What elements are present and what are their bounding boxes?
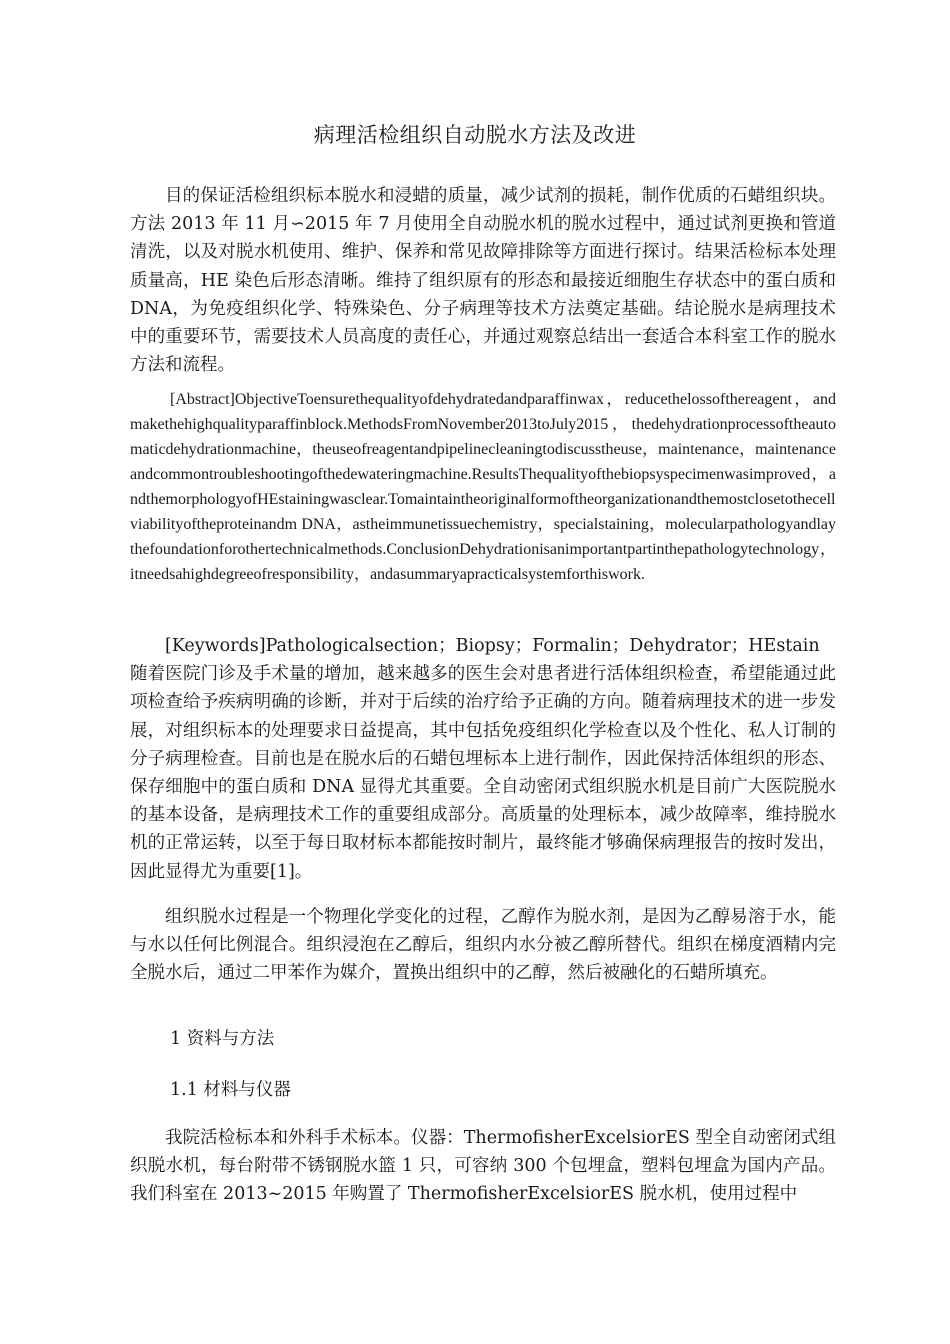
keywords-introduction-paragraph: [Keywords]Pathologicalsection；Biopsy；Formalin；Dehydrator；HEstain 随着医院门诊及手术量的增加，越来越多的医生会对患者进行活体组织检查，希望能通过此项检查给予疾病明确的诊断，并对于后续的治疗给予正确的方向。随着病理技术的进一步发展，对组织标本的处理要求日益提高，其中包括免疫组织化学检查以及个性化、私人订制的分子病理检查。目前也是在脱水后的石蜡包埋标本上进行制作，因此保持活体组织的形态、保存细胞中的蛋白质和 DNA 显得尤其重要。全自动密闭式组织脱水机是目前广大医院脱水的基本设备，是病理技术工作的重要组成部分。高质量的处理标本，减少故障率，维持脱水机的正常运转，以至于每日取材标本都能按时制片，最终能才够确保病理报告的按时发出，因此显得尤为重要[1]。 bbox=[130, 636, 836, 882]
abstract-chinese: 目的保证活检组织标本脱水和浸蜡的质量，减少试剂的损耗，制作优质的石蜡组织块。方法 2013 年 11 月∽2015 年 7 月使用全自动脱水机的脱水过程中，通过试剂更换和管道清洗，以及对脱水机使用、维护、保养和常见故障排除等方面进行探讨。结果活检标本处理质量高，HE 染色后形态清晰。维持了组织原有的形态和最接近细胞生存状态中的蛋白质和 DNA，为免疫组织化学、特殊染色、分子病理等技术方法奠定基础。结论脱水是病理技术中的重要环节，需要技术人员高度的责任心，并通过观察总结出一套适合本科室工作的脱水方法和流程。 bbox=[130, 186, 836, 376]
abstract-english: [Abstract]ObjectiveToensurethequalityofdehydratedandparaffinwax，reducethelossofthereagent，andmakethehighqualityparaffinblock.MethodsFromNovember2013toJuly2015，thedehydrationprocessoftheautomaticdehydrationmachine，theuseofreagentandpipelinecleaningtodiscusstheuse，maintenance，maintenanceandcommontroubleshootingofthedewateringmachine.ResultsThequalityofthebiopsyspecimenwasimproved，andthemorphologyofHEstainingwasclear.Tomaintaintheoriginalformoftheorganizationandthemostclosetothecellviabilityoftheproteinandm DNA，astheimmunetissuechemistry，specialstaining，molecularpathologyandlaythefoundationforothertechnicalmethods.ConclusionDehydrationisanimportantpartinthepathologytechnology，itneedsahighdegreeofresponsibility，andasummaryapracticalsystemforthiswork. bbox=[130, 391, 836, 583]
section-heading-materials-methods: 1 资料与方法 bbox=[170, 1029, 275, 1049]
materials-paragraph: 我院活检标本和外科手术标本。仪器：ThermofisherExcelsiorES 型全自动密闭式组织脱水机，每台附带不锈钢脱水篮 1 只，可容纳 300 个包埋盒，塑料包埋盒为国内产品。我们科室在 2013~2015 年购置了 ThermofisherExcelsiorES 脱水机，使用过程中 bbox=[130, 1128, 836, 1205]
dehydration-process-paragraph: 组织脱水过程是一个物理化学变化的过程，乙醇作为脱水剂，是因为乙醇易溶于水，能与水以任何比例混合。组织浸泡在乙醇后，组织内水分被乙醇所替代。组织在梯度酒精内完全脱水后，通过二甲苯作为媒介，置换出组织中的乙醇，然后被融化的石蜡所填充。 bbox=[130, 907, 836, 984]
subsection-heading-materials-instruments: 1.1 材料与仪器 bbox=[170, 1080, 291, 1100]
document-title: 病理活检组织自动脱水方法及改进 bbox=[313, 123, 637, 147]
